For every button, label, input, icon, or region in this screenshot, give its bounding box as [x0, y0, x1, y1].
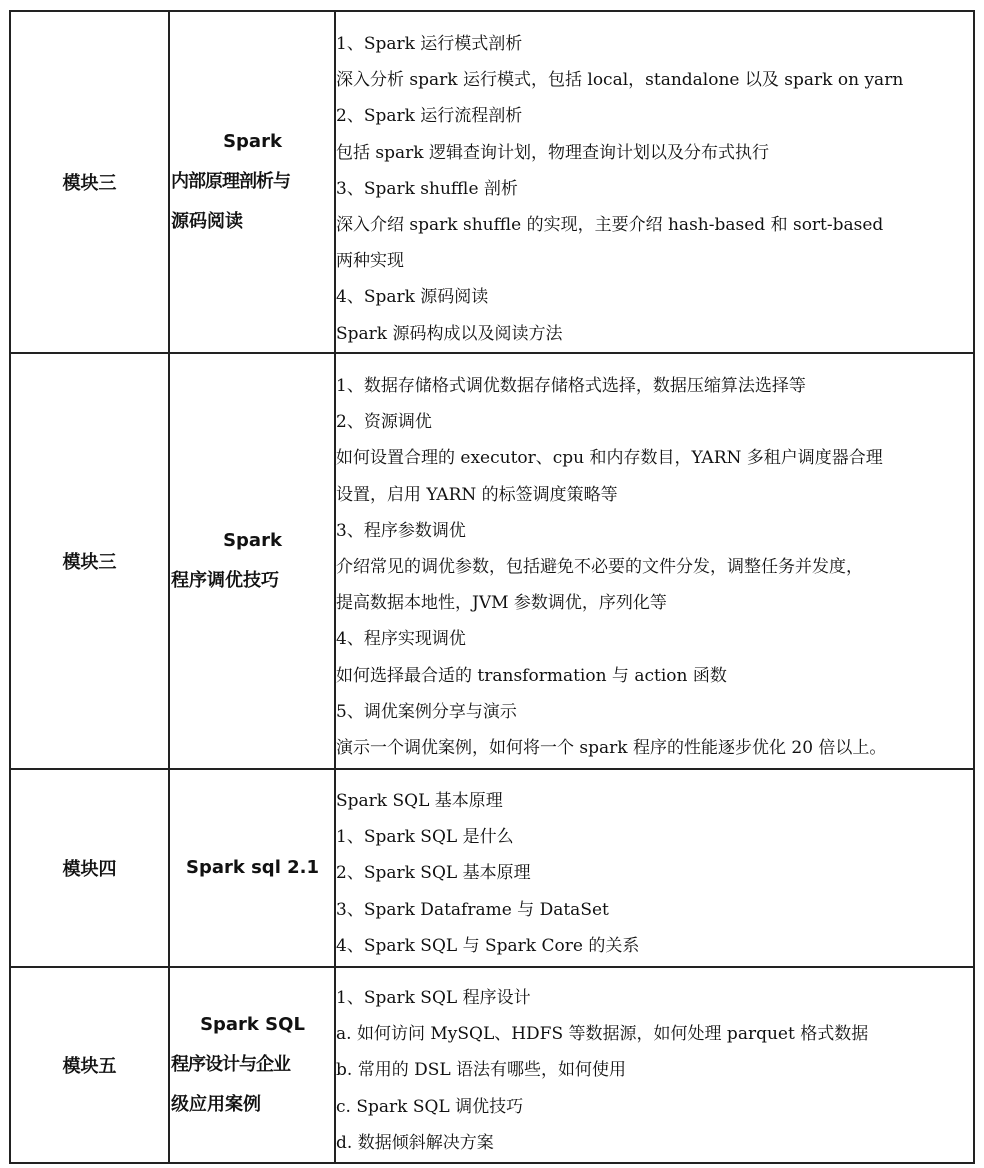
content-cell — [336, 770, 975, 966]
content-line: 1、Spark SQL 是什么 — [336, 827, 514, 848]
table-row — [11, 354, 975, 770]
title-line: 级应用案例 — [171, 1094, 261, 1115]
content-line: d. 数据倾斜解决方案 — [336, 1132, 494, 1153]
content-line: Spark 源码构成以及阅读方法 — [336, 323, 563, 344]
course-table — [9, 10, 975, 1164]
content-line: 4、Spark 源码阅读 — [336, 287, 489, 308]
content-line: 演示一个调优案例，如何将一个 spark 程序的性能逐步优化 20 倍以上。 — [336, 738, 887, 759]
module-cell: 模块三 — [11, 354, 170, 768]
content-line: 如何选择最合适的 transformation 与 action 函数 — [336, 665, 727, 686]
content-line: 3、Spark Dataframe 与 DataSet — [336, 899, 609, 920]
content-line: 深入分析 spark 运行模式，包括 local，standalone 以及 spark on yarn — [336, 70, 904, 91]
content-line: Spark SQL 基本原理 — [336, 791, 503, 811]
module-cell: 模块五 — [11, 968, 170, 1162]
content-line: 包括 spark 逻辑查询计划，物理查询计划以及分布式执行 — [336, 142, 769, 163]
title-cell — [170, 354, 336, 768]
title-line: 程序设计与企业 — [171, 1054, 290, 1075]
content-cell — [336, 354, 975, 768]
title-line: Spark — [223, 131, 282, 152]
title-line: Spark SQL — [200, 1014, 305, 1035]
content-line: 2、Spark SQL 基本原理 — [336, 863, 531, 884]
content-line: 4、程序实现调优 — [336, 629, 466, 650]
content-line: 4、Spark SQL 与 Spark Core 的关系 — [336, 935, 640, 956]
title-cell — [170, 770, 336, 966]
content-line: 2、资源调优 — [336, 412, 432, 433]
content-line: 5、调优案例分享与演示 — [336, 701, 517, 722]
title-line: 源码阅读 — [171, 211, 243, 232]
content-line: 两种实现 — [336, 251, 404, 272]
content-line: a. 如何访问 MySQL、HDFS 等数据源，如何处理 parquet 格式数据 — [336, 1024, 869, 1045]
title-cell — [170, 968, 336, 1162]
content-line: 介绍常见的调优参数，包括避免不必要的文件分发，调整任务并发度， — [336, 557, 863, 578]
content-line: 深入介绍 spark shuffle 的实现，主要介绍 hash-based 和 sort-based — [336, 215, 884, 236]
content-cell — [336, 968, 975, 1162]
content-line: 1、Spark 运行模式剖析 — [336, 34, 523, 54]
title-line: Spark — [223, 530, 282, 551]
module-cell: 模块三 — [11, 12, 170, 352]
content-line: 如何设置合理的 executor、cpu 和内存数目，YARN 多租户调度器合理 — [336, 448, 883, 469]
content-line: 提高数据本地性，JVM 参数调优，序列化等 — [336, 593, 667, 614]
content-line: 2、Spark 运行流程剖析 — [336, 106, 523, 127]
title-cell — [170, 12, 336, 352]
table-row — [11, 12, 975, 354]
content-line: c. Spark SQL 调优技巧 — [336, 1096, 524, 1117]
content-line: 1、Spark SQL 程序设计 — [336, 988, 531, 1008]
table-row — [11, 968, 975, 1164]
title-line: 内部原理剖析与 — [171, 171, 290, 192]
title-line: Spark sql 2.1 — [185, 857, 320, 878]
content-cell — [336, 12, 975, 352]
content-line: 3、程序参数调优 — [336, 520, 466, 541]
content-line: 1、数据存储格式调优数据存储格式选择，数据压缩算法选择等 — [336, 376, 806, 396]
module-cell: 模块四 — [11, 770, 170, 966]
content-line: b. 常用的 DSL 语法有哪些，如何使用 — [336, 1060, 627, 1081]
table-row — [11, 770, 975, 968]
title-line: 程序调优技巧 — [171, 570, 279, 591]
content-line: 设置，启用 YARN 的标签调度策略等 — [336, 484, 618, 505]
content-line: 3、Spark shuffle 剖析 — [336, 178, 518, 199]
